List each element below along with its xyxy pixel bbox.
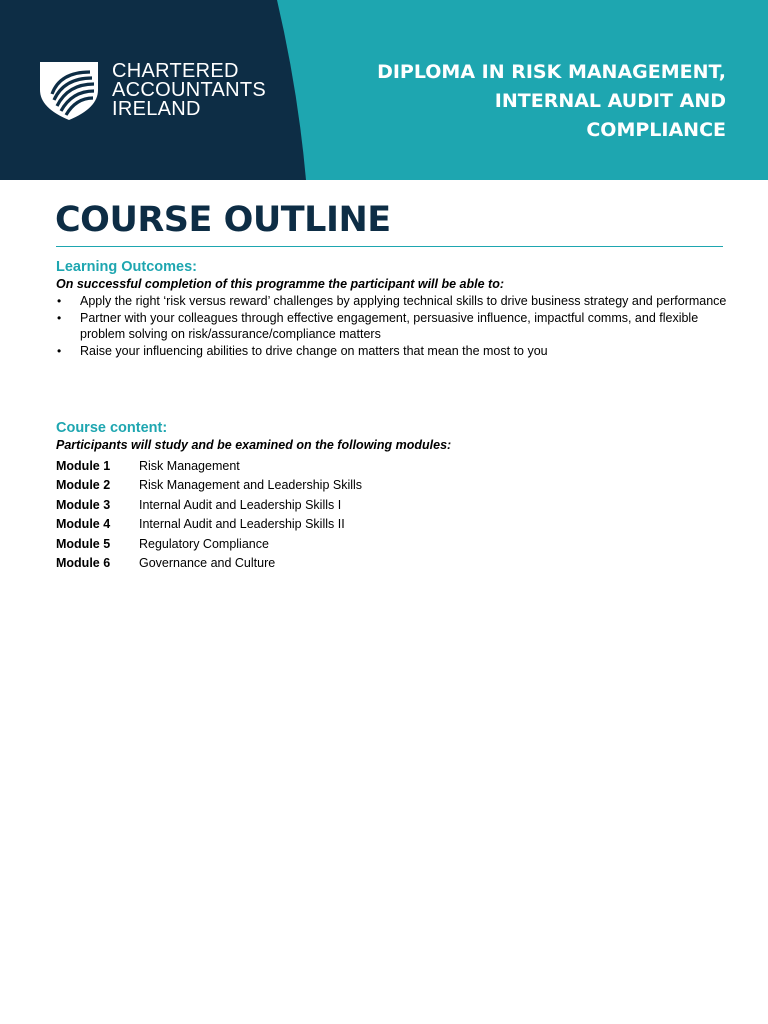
diploma-title [346, 58, 726, 145]
diploma-title-line: INTERNAL AUDIT AND [494, 90, 726, 112]
module-number: Module 2 [56, 478, 111, 493]
list-item-text: Partner with your colleagues through effective engagement, persuasive influence, impactful comms, and flexible problem solving on risk/assurance/compliance matters [80, 311, 699, 341]
module-row [56, 476, 736, 495]
bullet-icon: • [57, 294, 62, 308]
list-item [56, 343, 736, 359]
title-divider [56, 246, 723, 247]
module-name: Risk Management [139, 459, 240, 473]
course-content-intro: Participants will study and be examined on the following modules: [56, 438, 452, 452]
diploma-title-line: COMPLIANCE [586, 119, 726, 141]
bullet-icon: • [57, 344, 62, 358]
course-content-heading: Course content: [56, 420, 168, 436]
module-list [56, 457, 736, 573]
learning-outcomes-section [56, 258, 736, 360]
module-row [56, 457, 736, 476]
learning-outcomes-list [56, 293, 736, 359]
list-item-text: Raise your influencing abilities to drive change on matters that mean the most to you [80, 344, 548, 358]
shield-logo-icon [38, 60, 100, 122]
module-name: Governance and Culture [139, 556, 276, 571]
module-name: Regulatory Compliance [139, 536, 269, 551]
organisation-logo-text [112, 62, 266, 119]
module-number: Module 5 [56, 536, 111, 551]
module-row [56, 496, 736, 515]
module-name: Internal Audit and Leadership Skills II [139, 517, 345, 532]
module-row [56, 554, 736, 573]
list-item [56, 293, 736, 309]
logo-line: CHARTERED [112, 60, 239, 82]
course-content-section [56, 419, 736, 573]
list-item-text: Apply the right ‘risk versus reward’ challenges by applying technical skills to drive business strategy and performance [80, 294, 727, 308]
learning-outcomes-intro: On successful completion of this programme the participant will be able to: [56, 277, 504, 291]
module-number: Module 4 [56, 517, 111, 532]
module-row [56, 515, 736, 534]
logo-line: IRELAND [112, 98, 201, 120]
module-name: Risk Management and Leadership Skills [139, 478, 363, 493]
module-number: Module 6 [56, 556, 111, 571]
bullet-icon: • [57, 311, 62, 325]
diploma-title-line: DIPLOMA IN RISK MANAGEMENT, [377, 61, 726, 83]
module-number: Module 1 [56, 459, 111, 473]
header-banner [0, 0, 768, 180]
list-item [56, 310, 736, 342]
learning-outcomes-heading: Learning Outcomes: [56, 259, 197, 275]
logo-line: ACCOUNTANTS [112, 79, 267, 101]
page-title: COURSE OUTLINE [55, 200, 391, 240]
module-number: Module 3 [56, 497, 111, 512]
module-row [56, 535, 736, 554]
module-name: Internal Audit and Leadership Skills I [139, 497, 342, 512]
